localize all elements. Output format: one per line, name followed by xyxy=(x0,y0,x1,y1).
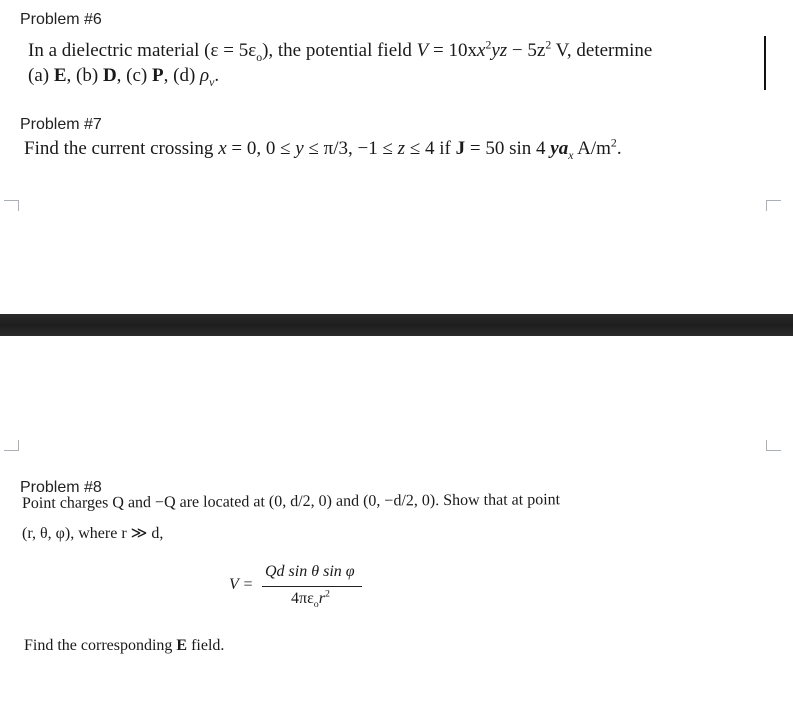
equation-numerator: Qd sin θ sin φ xyxy=(265,563,355,580)
problem-6-line-2: (a) E, (b) D, (c) P, (d) $\rho_v$. xyxy=(28,65,220,89)
page-corner-mark xyxy=(4,440,19,451)
problem-8-line-2: (r, θ, φ), where r ≫ d, xyxy=(22,525,164,542)
margin-line xyxy=(764,36,766,90)
problem-6-heading: Problem #6 xyxy=(20,11,102,28)
problem-8-find-text: Find the corresponding E field. xyxy=(24,637,225,654)
page-corner-mark xyxy=(766,200,781,211)
problem-7-heading: Problem #7 xyxy=(20,116,102,133)
page-break-bar xyxy=(0,314,793,336)
problem-7-statement: Find the current crossing x = 0, 0 ≤ y ≤ π/3, −1 ≤ z ≤ 4 if J = 50 sin 4 $ya_x$ $A/m^2$. xyxy=(24,136,622,162)
equation-lhs: V = xyxy=(229,576,254,593)
problem-8-heading: Problem #8 xyxy=(20,479,102,496)
fraction-bar xyxy=(262,586,362,587)
problem-6-line-1: In a dielectric material $(\varepsilon = 5\varepsilon_o)$, the potential field $V = 10xx^2yz - 5z^2$ V, determine xyxy=(28,38,653,64)
page-corner-mark xyxy=(4,200,19,211)
equation-denominator: $4\pi\varepsilon_or^2$ xyxy=(291,588,330,611)
problem-8-line-1: Point charges Q and −Q are located at (0, d/2, 0) and (0, −d/2, 0). Show that at point xyxy=(21,491,561,512)
page-corner-mark xyxy=(766,440,781,451)
